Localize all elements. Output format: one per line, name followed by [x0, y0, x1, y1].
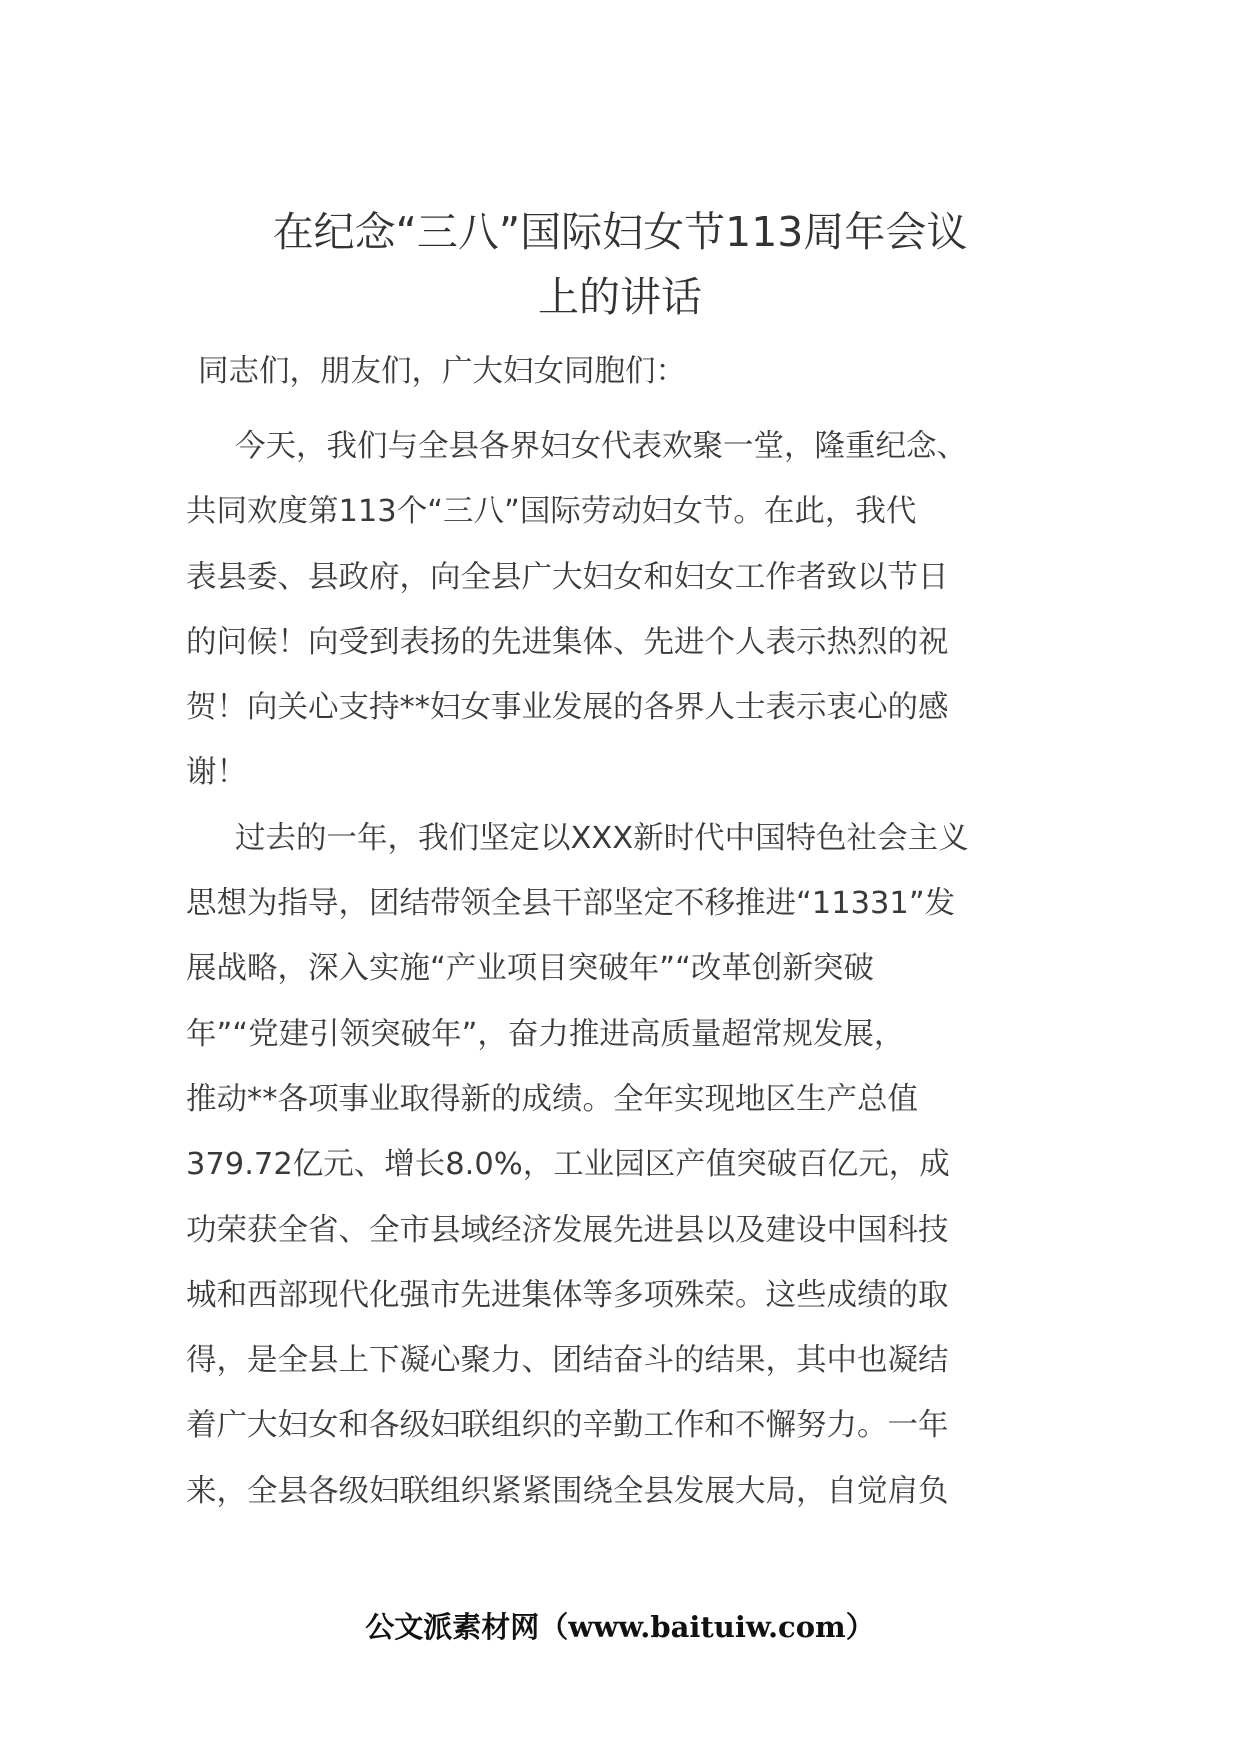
paragraph-line: 推动**各项事业取得新的成绩。全年实现地区生产总值 — [186, 1081, 918, 1117]
paragraph-line: 得，是全县上下凝心聚力、团结奋斗的结果，其中也凝结 — [186, 1343, 949, 1379]
paragraph-line: 展战略，深入实施“产业项目突破年”“改革创新突破 — [186, 951, 874, 987]
paragraph-line: 过去的一年，我们坚定以XXX新时代中国特色社会主义 — [235, 820, 969, 856]
document-body — [186, 348, 1066, 1524]
footer-watermark: 公文派素材网（www.baituiw.com） — [365, 1610, 875, 1644]
paragraph-line: 表县委、县政府，向全县广大妇女和妇女工作者致以节日 — [186, 559, 949, 595]
title-line-1: 在纪念“三八”国际妇女节113周年会议 — [272, 208, 968, 256]
paragraph-2 — [186, 806, 1066, 1524]
document-title — [150, 200, 1090, 330]
paragraph-line: 年”“党建引领突破年”，奋力推进高质量超常规发展， — [186, 1016, 905, 1052]
paragraph-line: 的问候！向受到表扬的先进集体、先进个人表示热烈的祝 — [186, 624, 949, 660]
paragraph-line: 城和西部现代化强市先进集体等多项殊荣。这些成绩的取 — [186, 1277, 949, 1313]
paragraph-line: 谢！ — [186, 755, 247, 791]
title-line-2: 上的讲话 — [538, 273, 702, 321]
paragraph-line: 379.72亿元、增长8.0%，工业园区产值突破百亿元，成 — [186, 1147, 950, 1183]
paragraph-line: 思想为指导，团结带领全县干部坚定不移推进“11331”发 — [186, 886, 956, 922]
paragraph-line: 共同欢度第113个“三八”国际劳动妇女节。在此，我代 — [186, 494, 917, 530]
paragraph-line: 贺！向关心支持**妇女事业发展的各界人士表示衷心的感 — [186, 690, 949, 726]
paragraph-1 — [186, 414, 1066, 806]
paragraph-line: 功荣获全省、全市县域经济发展先进县以及建设中国科技 — [186, 1212, 949, 1248]
paragraph-line: 今天，我们与全县各界妇女代表欢聚一堂，隆重纪念、 — [235, 429, 967, 464]
paragraph-line: 着广大妇女和各级妇联组织的辛勤工作和不懈努力。一年 — [186, 1408, 949, 1444]
salutation: 同志们，朋友们，广大妇女同胞们： — [198, 354, 686, 389]
paragraph-line: 来，全县各级妇联组织紧紧围绕全县发展大局，自觉肩负 — [186, 1473, 949, 1509]
